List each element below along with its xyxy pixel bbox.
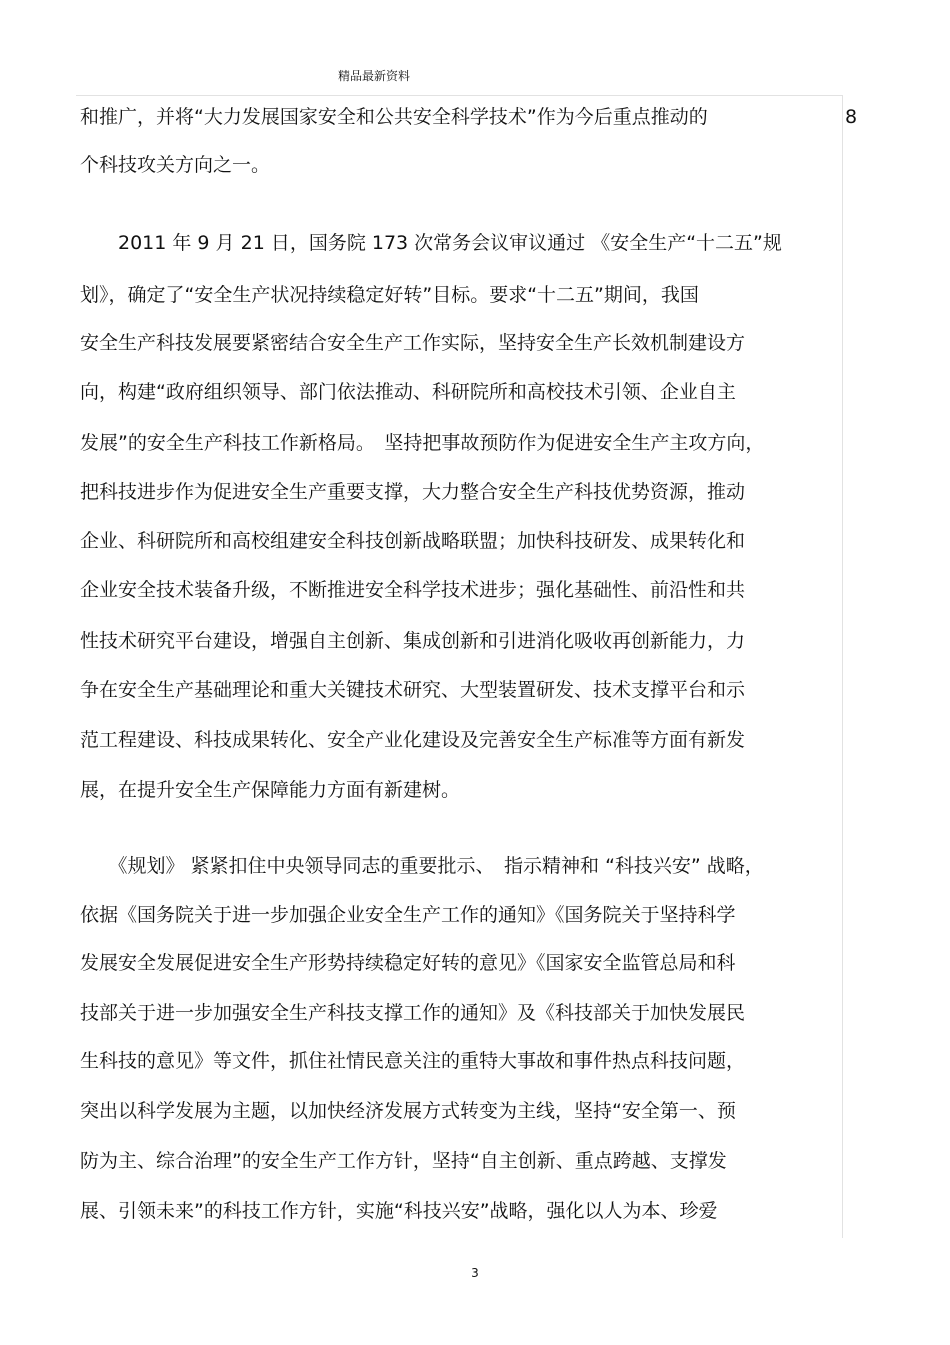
text-line: 和推广，并将“大力发展国家安全和公共安全科学技术”作为今后重点推动的: [80, 106, 708, 128]
text-line: 发展”的安全生产科技工作新格局。 坚持把事故预防作为促进安全生产主攻方向，: [80, 432, 765, 454]
page-header: 精品最新资料: [338, 69, 411, 83]
text-line: 性技术研究平台建设，增强自主创新、集成创新和引进消化吸收再创新能力，力: [80, 630, 746, 652]
line-end-number: 8: [845, 106, 858, 128]
text-line: 安全生产科技发展要紧密结合安全生产工作实际，坚持安全生产长效机制建设方: [80, 332, 746, 354]
text-line: 个科技攻关方向之一。: [80, 154, 271, 176]
text-line: 《规划》 紧紧扣住中央领导同志的重要批示、 指示精神和 “科技兴安” 战略，: [80, 855, 764, 877]
text-line: 防为主、综合治理”的安全生产工作方针，坚持“自主创新、重点跨越、支撑发: [80, 1150, 727, 1172]
text-line: 突出以科学发展为主题，以加快经济发展方式转变为主线，坚持“安全第一、预: [80, 1100, 736, 1122]
text-line: 把科技进步作为促进安全生产重要支撑，大力整合安全生产科技优势资源，推动: [80, 481, 746, 503]
text-line: 范工程建设、科技成果转化、安全产业化建设及完善安全生产标准等方面有新发: [80, 729, 746, 751]
text-line: 争在安全生产基础理论和重大关键技术研究、大型装置研发、技术支撑平台和示: [80, 679, 746, 701]
top-rule: [76, 95, 842, 96]
page-number: 3: [471, 1266, 479, 1280]
text-line: 2011 年 9 月 21 日，国务院 173 次常务会议审议通过 《安全生产“十二五”规: [80, 232, 782, 254]
text-line: 技部关于进一步加强安全生产科技支撑工作的通知》及《科技部关于加快发展民: [80, 1002, 746, 1024]
text-line: 发展安全发展促进安全生产形势持续稳定好转的意见》《国家安全监管总局和科: [80, 952, 736, 974]
text-line: 展，在提升安全生产保障能力方面有新建树。: [80, 779, 461, 801]
text-line: 展、引领未来”的科技工作方针，实施“科技兴安”战略，强化以人为本、珍爱: [80, 1200, 718, 1222]
text-line: 企业安全技术装备升级，不断推进安全科学技术进步；强化基础性、前沿性和共: [80, 579, 746, 601]
text-line: 生科技的意见》等文件，抓住社情民意关注的重特大事故和事件热点科技问题，: [80, 1050, 746, 1072]
text-line: 企业、科研院所和高校组建安全科技创新战略联盟；加快科技研发、成果转化和: [80, 530, 746, 552]
right-rule: [842, 95, 843, 1238]
text-line: 依据《国务院关于进一步加强企业安全生产工作的通知》《国务院关于坚持科学: [80, 904, 736, 926]
text-line: 划》，确定了“安全生产状况持续稳定好转”目标。要求“十二五”期间，我国: [80, 284, 699, 306]
text-line: 向，构建“政府组织领导、部门依法推动、科研院所和高校技术引领、企业自主: [80, 381, 736, 403]
